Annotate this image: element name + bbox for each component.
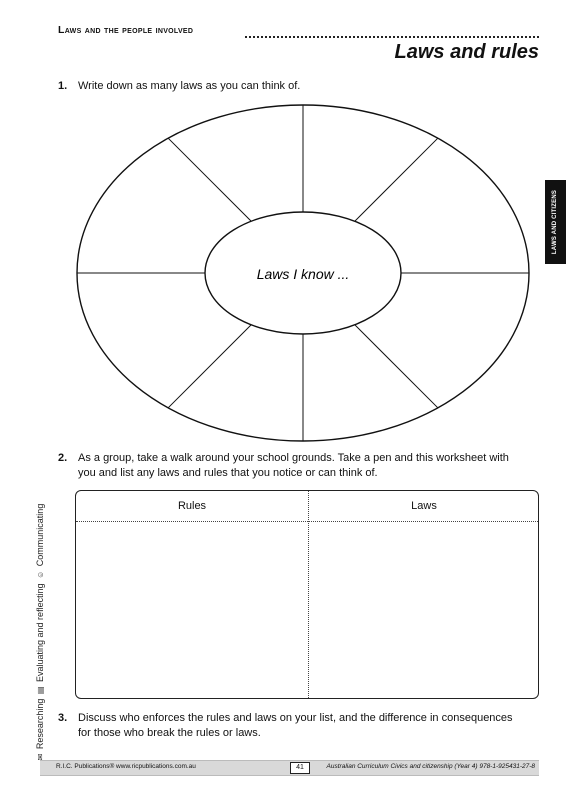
skill-communicating: Communicating (35, 503, 45, 567)
skill-evaluating: Evaluating and reflecting (35, 583, 45, 682)
rules-laws-table (75, 490, 539, 699)
question-2 (58, 451, 538, 483)
skill-researching: Researching (35, 698, 45, 750)
footer-book-info: Australian Curriculum Civics and citizenship (Year 4) 978-1-925431-27-8 (326, 763, 535, 770)
question-text: Write down as many laws as you can think of. (78, 80, 301, 92)
evaluating-icon: ▤ (36, 686, 45, 695)
header-divider (76, 521, 538, 522)
footer-bar (40, 760, 539, 776)
column-divider (308, 491, 309, 698)
diagram-center-label: Laws I know ... (256, 266, 350, 282)
diagram-spoke (355, 325, 438, 408)
diagram-spoke (355, 138, 438, 221)
question-text-line-2: for those who break the rules or laws. (78, 727, 261, 739)
section-heading: Laws and the people involved (58, 24, 194, 36)
page-number: 41 (290, 762, 310, 774)
question-3 (58, 711, 538, 743)
diagram-spoke (168, 138, 251, 221)
diagram-spoke (168, 325, 251, 408)
question-text-line-2: you and list any laws and rules that you notice or can think of. (78, 467, 378, 479)
side-tab-label: LAWS AND CITIZENS (552, 189, 558, 255)
page-title: Laws and rules (394, 41, 539, 63)
question-text-line-1: As a group, take a walk around your school grounds. Take a pen and this worksheet with (78, 452, 509, 464)
column-header-rules: Rules (177, 500, 207, 512)
question-number: 3. (58, 712, 68, 724)
question-number: 2. (58, 452, 68, 464)
question-text-line-1: Discuss who enforces the rules and laws on your list, and the difference in consequences (78, 712, 513, 724)
column-header-laws: Laws (411, 500, 437, 512)
researching-icon: ✉ (36, 753, 45, 761)
communicating-icon: ☺ (36, 570, 45, 579)
footer-publisher: R.I.C. Publications® www.ricpublications.com.au (56, 763, 196, 770)
question-number: 1. (58, 80, 68, 92)
